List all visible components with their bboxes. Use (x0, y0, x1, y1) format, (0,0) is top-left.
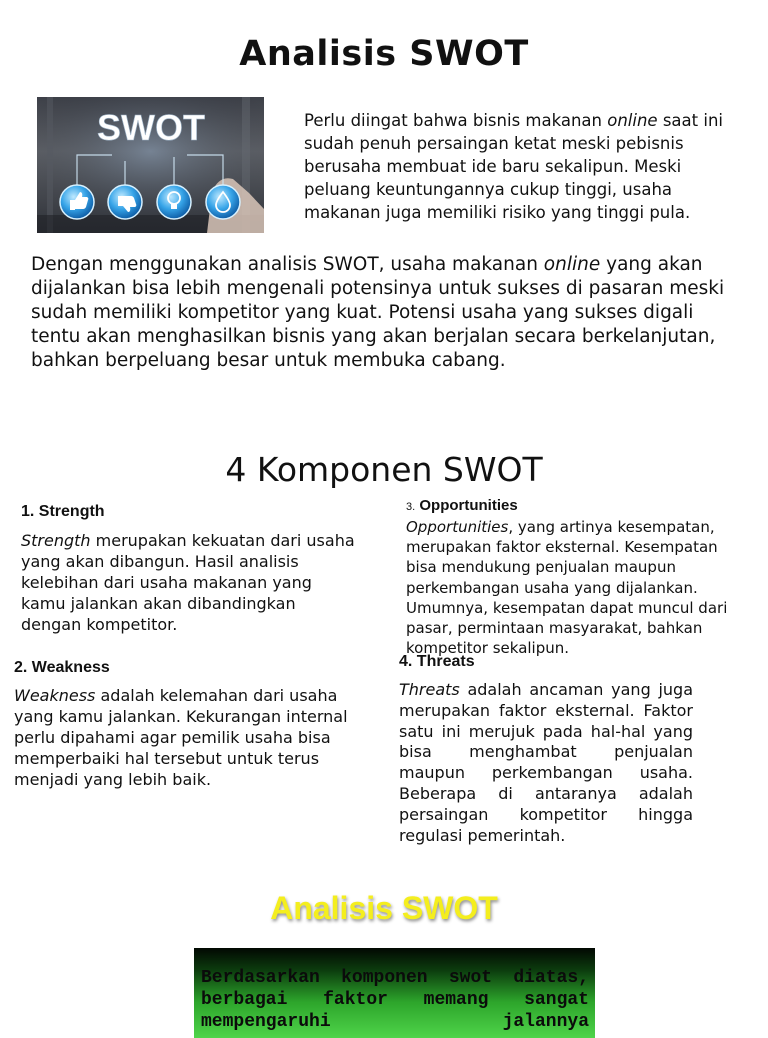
opportunities-text (406, 517, 731, 658)
page-title: Analisis SWOT (239, 34, 529, 74)
conclusion-text: Berdasarkan komponen swot diatas, berbagai faktor memang sangat mempengaruhi jalannya (201, 968, 589, 1032)
lightbulb-icon (157, 185, 191, 219)
strength-body: merupakan kekuatan dari usaha yang akan dibangun. Hasil analisis kelebihan dari usaha makanan yang kamu jalankan akan dibandingkan dengan kompetitor. (21, 531, 355, 634)
threats-text (399, 680, 693, 846)
footer-title: Analisis SWOT (270, 890, 498, 926)
swot-illustration (37, 97, 264, 233)
thumbs-down-icon (108, 185, 142, 219)
intro-italic-online: online (607, 111, 658, 130)
opportunities-title: Opportunities (419, 497, 518, 514)
main-text-part2: yang akan dijalankan bisa lebih mengenali potensinya untuk sukses di pasaran meski sudah memiliki kompetitor yang kuat. Potensi usaha yang sukses digali tentu akan menghasilkan bisnis yang akan berjalan secara berkelanjutan, bahkan berpeluang besar untuk membuka cabang. (31, 254, 725, 371)
weakness-text (14, 685, 349, 790)
opportunities-body: , yang artinya kesempatan, merupakan faktor eksternal. Kesempatan bisa mendukung penjualan maupun perkembangan usaha yang dijalankan. Umumnya, kesempatan dapat muncul dari pasar, permintaan masyarakat, bahkan kompetitor sekalipun. (406, 518, 728, 658)
swot-logo-text: SWOT (97, 107, 205, 148)
weakness-body: adalah kelemahan dari usaha yang kamu jalankan. Kekurangan internal perlu dipahami agar pemilik usaha bisa memperbaiki hal tersebut untuk terus menjadi yang lebih baik. (14, 686, 348, 789)
opportunities-number: 3. (406, 501, 416, 513)
strength-text (21, 530, 356, 635)
conclusion-box (194, 948, 595, 1038)
section-title: 4 Komponen SWOT (225, 450, 543, 489)
intro-paragraph (304, 109, 744, 224)
main-text-part1: Dengan menggunakan analisis SWOT, usaha makanan (31, 254, 544, 275)
weakness-heading: 2. Weakness (14, 659, 110, 676)
opportunities-italic: Opportunities (406, 518, 509, 536)
opportunities-heading (406, 497, 518, 514)
thumbs-up-icon (60, 185, 94, 219)
threats-italic: Threats (399, 680, 460, 699)
main-italic-online: online (543, 254, 601, 275)
swot-image (37, 97, 264, 233)
droplet-icon (206, 185, 240, 219)
threats-heading: 4. Threats (399, 653, 475, 670)
main-paragraph (31, 253, 731, 373)
intro-text-part1: Perlu diingat bahwa bisnis makanan (304, 111, 608, 130)
weakness-italic: Weakness (14, 686, 96, 705)
threats-body: adalah ancaman yang juga merupakan faktor eksternal. Faktor satu ini merujuk pada hal-hal yang bisa menghambat penjualan maupun perkembangan usaha. Beberapa di antaranya adalah persaingan kompetitor hingga regulasi pemerintah. (399, 680, 693, 845)
strength-italic: Strength (21, 531, 91, 550)
strength-heading: 1. Strength (21, 503, 105, 520)
intro-text-part2: saat ini sudah penuh persaingan ketat meski pebisnis berusaha membuat ide baru sekalipun. Meski peluang keuntungannya cukup tinggi, usaha makanan juga memiliki risiko yang tinggi pula. (304, 111, 723, 222)
